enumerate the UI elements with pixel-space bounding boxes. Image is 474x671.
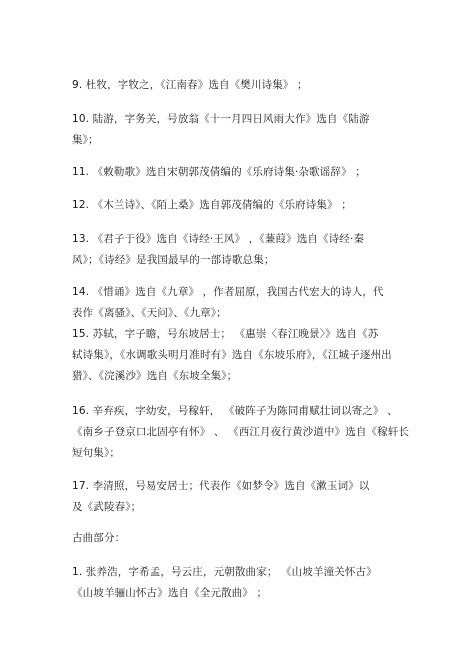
entry-15 <box>72 324 412 387</box>
entry-line: 轼诗集》，《水调歌头明月准时有》选自《东坡乐府》，《江城子逐州出 <box>72 349 392 361</box>
entry-line: 16. 辛弃疾，字幼安，号稼轩， 《破阵子为陈同甫赋壮词以寄之》 、 <box>72 405 398 417</box>
entry-line: 13. 《君子于役》选自《诗经·王风》 ，《蒹葭》选自《诗经·秦 <box>72 233 365 245</box>
entry-14 <box>72 282 412 324</box>
entry-line: 表作《离骚》、《天问》、《九章》； <box>72 307 227 319</box>
entry-line: 9. 杜牧，字牧之，《江南春》选自《樊川诗集》 ； <box>72 79 308 91</box>
entry-line: 1. 张养浩，字希孟，号云庄，元朝散曲家； 《山坡羊潼关怀古》 <box>72 566 377 578</box>
entry-line: 及《武陵春》； <box>72 501 142 513</box>
entry-11 <box>72 162 412 183</box>
entry-line: 《南乡子登京口北固亭有怀》 、 《西江月夜行黄沙道中》选自《稼轩长 <box>72 426 410 438</box>
entry-line: 14. 《惜诵》选自《九章》 ，作者屈原，我国古代宏大的诗人，代 <box>72 286 384 298</box>
entry-line: 12. 《木兰诗》、《陌上桑》选自郭茂倩编的《乐府诗集》 ； <box>72 199 352 211</box>
entry-16 <box>72 401 412 464</box>
entry-12 <box>72 195 412 216</box>
entry-17 <box>72 476 412 518</box>
entry-9 <box>72 75 412 96</box>
entry-line: 《山坡羊骊山怀古》选自《全元散曲》 ； <box>72 587 268 599</box>
entry-line: 11. 《敕勒歌》选自宋朝郭茂倩编的《乐府诗集·杂歌谣辞》 ； <box>72 166 366 178</box>
entry-line: 15. 苏轼，字子瞻，号东坡居士； 《惠崇〈春江晚景〉》选自《苏 <box>72 328 379 340</box>
section-heading-qu <box>72 528 412 549</box>
entry-line: 10. 陆游，字务关，号放翁《十一月四日风雨大作》选自《陆游 <box>72 113 370 125</box>
entry-10 <box>72 109 412 151</box>
entry-line: 短句集》； <box>72 447 120 459</box>
entry-line: 猎》、《浣溪沙》选自《东坡全集》； <box>72 370 238 382</box>
entry-line: 17. 李清照，号易安居士；代表作《如梦令》选自《漱玉词》以 <box>72 480 370 492</box>
entry-line: 风》；《诗经》是我国最早的一部诗歌总集； <box>72 254 275 266</box>
entry-line: 集》； <box>72 134 99 146</box>
section-heading-text: 古曲部分： <box>72 532 126 544</box>
entry-qu-1 <box>72 562 412 604</box>
entry-13 <box>72 229 412 271</box>
